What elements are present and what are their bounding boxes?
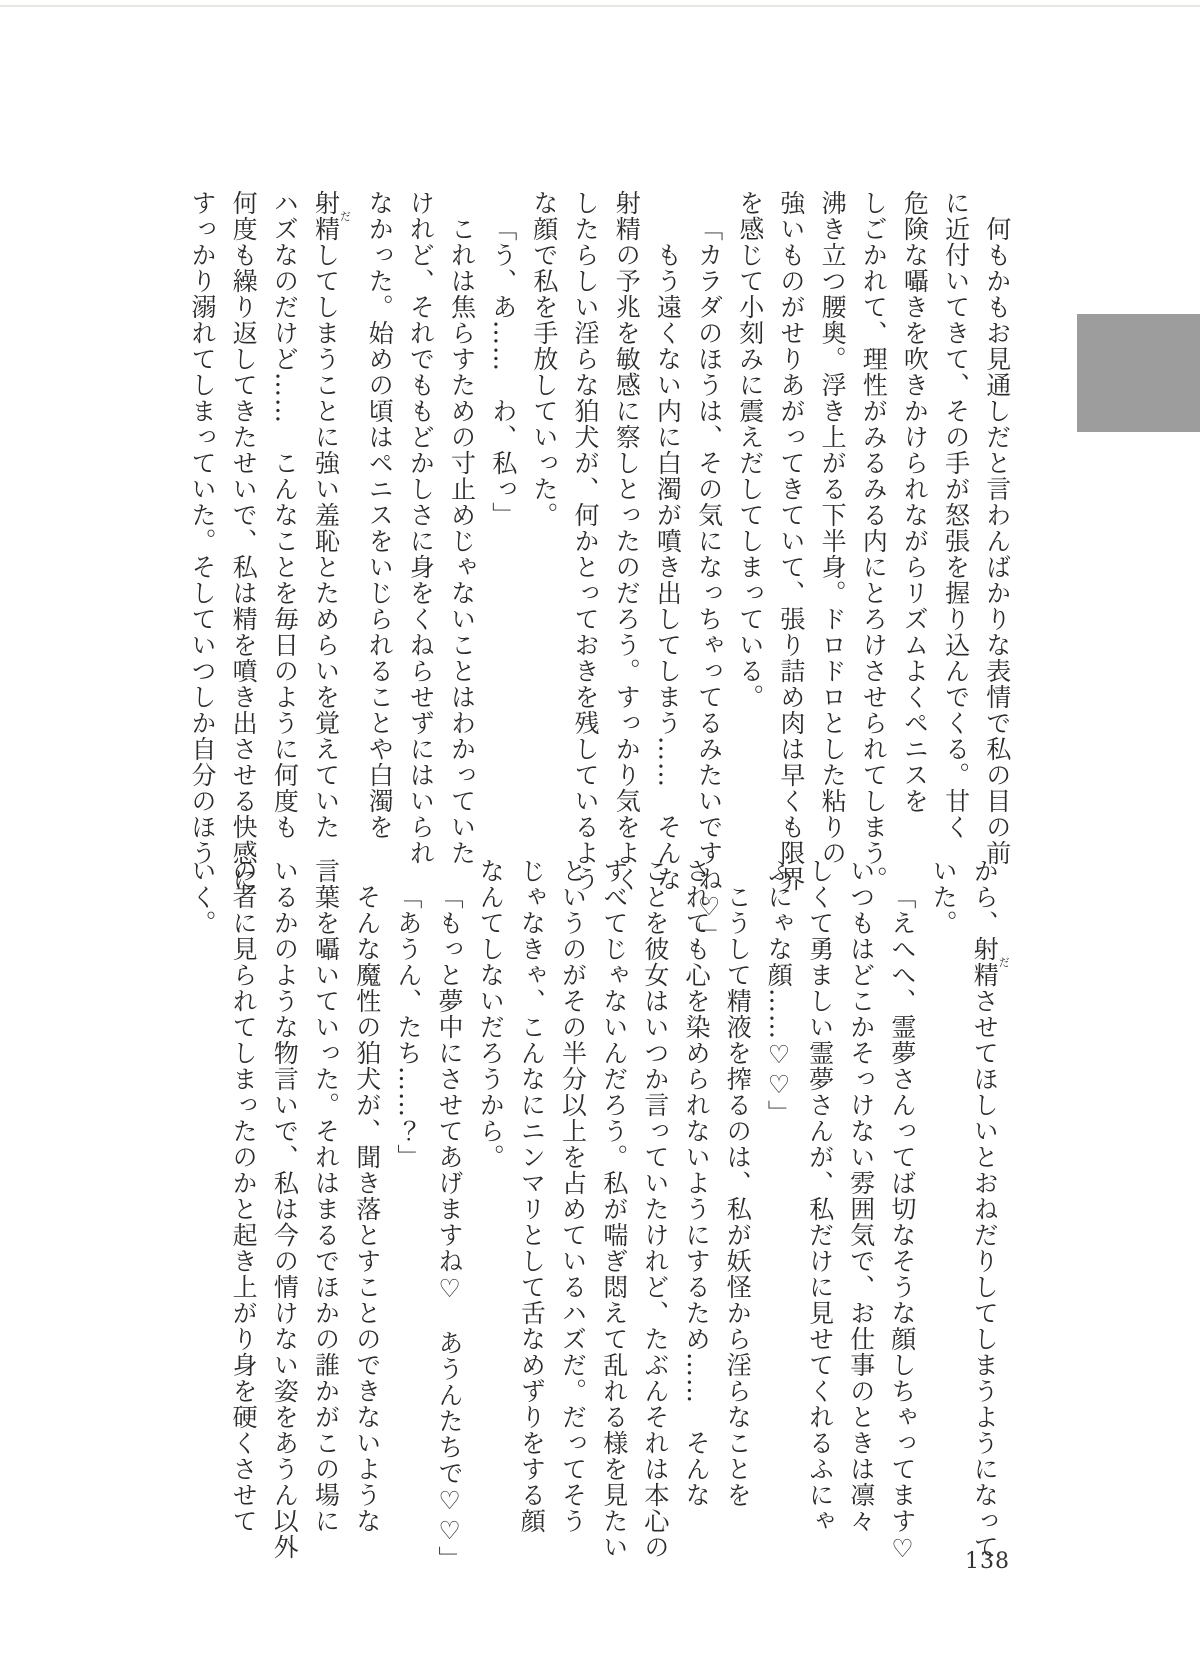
page-number: 138 (965, 1549, 1010, 1574)
page-top-edge-line (0, 5, 1200, 7)
text-column: もう遠くない内に白濁が噴き出してしまう…… そんな (653, 242, 683, 892)
text-column: されても心を染められないようにするため…… そんな (682, 858, 712, 1508)
text-column: ハズなのだけど…… こんなことを毎日のように何度も (270, 190, 300, 840)
text-column: の者に見られてしまったのかと起き上がり身を硬くさせて (229, 858, 259, 1534)
text-column: というのがその半分以上を占めているハズだ。だってそう (558, 858, 588, 1534)
text-column: しくて勇ましい霊夢さんが、私だけに見せてくれるふにゃ (805, 858, 835, 1534)
text-column: から、射精ださせてほしいとおねだりしてしまうようになって (970, 858, 1011, 1560)
text-column: を感じて小刻みに震えだしてしまっている。 (735, 190, 765, 710)
text-column: こうして精液を搾るのは、私が妖怪から淫らなことを (723, 884, 753, 1508)
text-column: なんてしないだろうから。 (476, 858, 506, 1170)
text-column: いつもはどこかそっけない雰囲気で、お仕事のときは凛々 (846, 858, 876, 1534)
text-column: 危険な囁きを吹きかけられながらリズムよくペニスを (900, 190, 930, 814)
chapter-tab-marker (1077, 314, 1200, 432)
text-column: 何度も繰り返してきたせいで、私は精を噴き出させる快感に (229, 190, 259, 892)
text-column: そんな魔性の狛犬が、聞き落とすことのできないような (352, 884, 382, 1534)
text-column: 「カラダのほうは、その気になっちゃってるみたいですね♡」 (694, 216, 724, 948)
text-column: 「あうん、たち……？」 (393, 884, 423, 1170)
text-column: けれど、それでももどかしさに身をくねらせずにはいられ (406, 190, 436, 866)
text-column: したらしい淫らな狛犬が、何かとっておきを残しているよう (571, 190, 601, 892)
text-column: すっかり溺れてしまっていた。そしていつしか自分のほう (188, 190, 217, 866)
text-column: じゃなきゃ、こんなにニンマリとして舌なめずりをする顔 (517, 858, 547, 1534)
text-column: な顔で私を手放していった。 (529, 190, 559, 528)
text-column: 「もっと夢中にさせてあげますね♡ あうんたちで♡♡」 (435, 884, 465, 1572)
text-column: 射精だしてしまうことに強い羞恥とためらいを覚えていた (311, 190, 352, 840)
text-column: 「えへへ、霊夢さんってば切なそうな顔しちゃってます♡ (887, 884, 917, 1564)
text-column: 何もかもお見通しだと言わんばかりな表情で私の目の前 (982, 216, 1012, 866)
text-column: 射精の予兆を敏感に察しとったのだろう。すっかり気をよく (612, 190, 642, 892)
text-column: 強いものがせりあがってきていて、張り詰め肉は早くも限界 (776, 190, 806, 892)
text-column: なかった。始めの頃はペニスをいじられることや白濁を (365, 190, 395, 840)
text-column: これは焦らすための寸止めじゃないことはわかっていた (447, 216, 477, 866)
text-column: 言葉を囁いていった。それはまるでほかの誰かがこの場に (311, 858, 341, 1534)
text-column: すべてじゃないんだろう。私が喘ぎ悶えて乱れる様を見たい (599, 858, 629, 1560)
text-column: ふにゃな顔……♡♡」 (764, 858, 794, 1126)
text-column: いた。 (929, 858, 959, 936)
text-column: いるかのような物言いで、私は今の情けない姿をあうん以外 (270, 858, 300, 1560)
text-column: しごかれて、理性がみるみる内にとろけさせられてしまう。 (859, 190, 889, 892)
text-column: に近付いてきて、その手が怒張を握り込んでくる。甘く (941, 190, 971, 840)
text-column: いく。 (188, 858, 217, 936)
text-column: ことを彼女はいつか言っていたけれど、たぶんそれは本心の (640, 858, 670, 1560)
text-column: 沸き立つ腰奥。浮き上がる下半身。ドロドロとした粘りの (818, 190, 848, 866)
text-column: 「う、あ…… わ、私っ」 (488, 216, 518, 528)
